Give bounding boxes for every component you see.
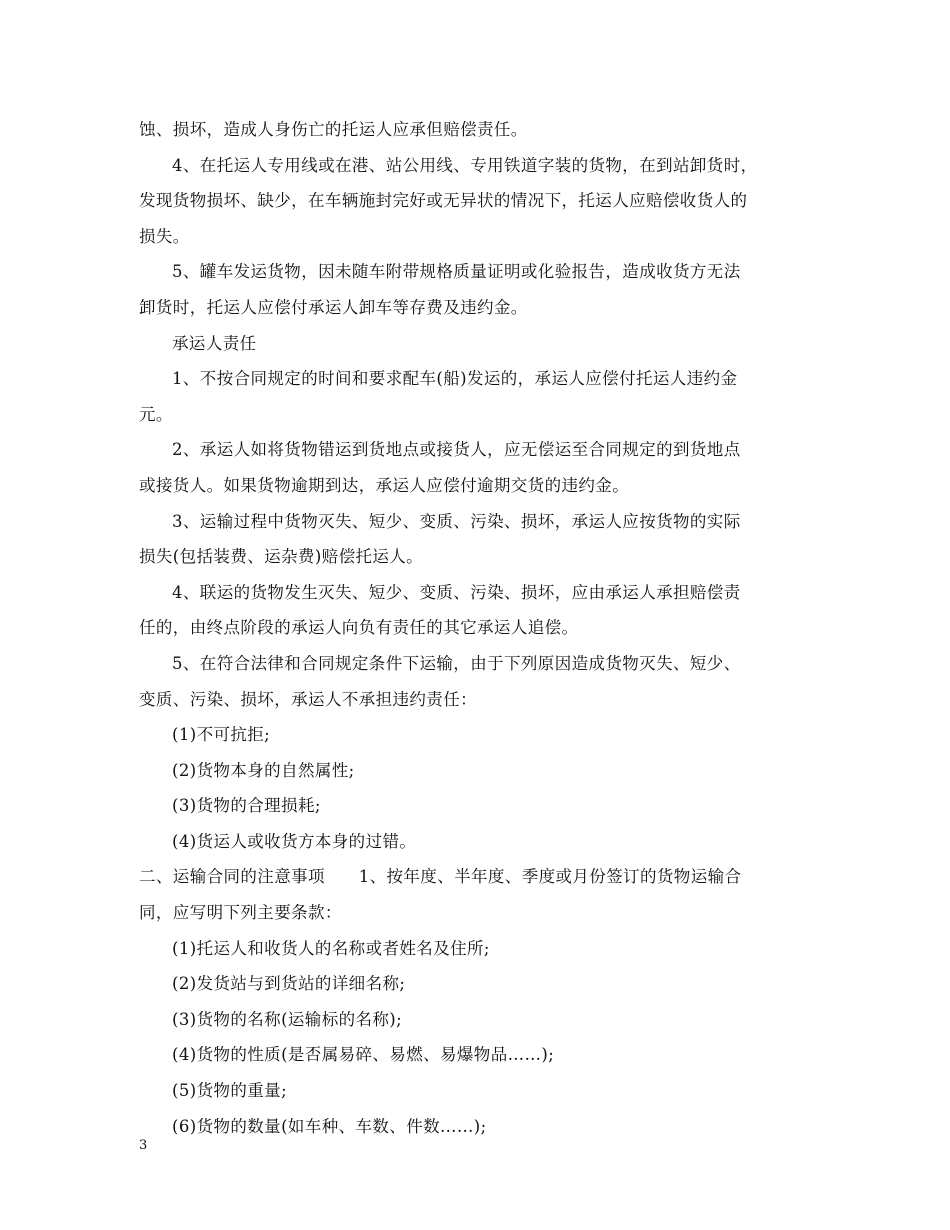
- text-line: 卸货时，托运人应偿付承运人卸车等存费及违约金。: [139, 297, 528, 317]
- text-line: 4、联运的货物发生灭失、短少、变质、污染、损坏，应由承运人承担赔偿责: [172, 582, 741, 602]
- list-item: (2)货物本身的自然属性;: [172, 760, 355, 780]
- text-line: 任的，由终点阶段的承运人向负有责任的其它承运人追偿。: [139, 618, 579, 638]
- text-line: 变质、污染、损坏，承运人不承担违约责任：: [139, 689, 477, 709]
- list-item: (2)发货站与到货站的详细名称;: [172, 974, 406, 994]
- text-line: 或接货人。如果货物逾期到达，承运人应偿付逾期交货的违约金。: [139, 475, 630, 495]
- text-line: 4、在托运人专用线或在港、站公用线、专用铁道字装的货物，在到站卸货时，: [172, 155, 758, 175]
- page-number: 3: [139, 1138, 148, 1153]
- document-body: [139, 112, 819, 1144]
- text-line: 5、在符合法律和合同规定条件下运输，由于下列原因造成货物灭失、短少、: [172, 653, 741, 673]
- text-line: 蚀、损坏，造成人身伤亡的托运人应承但赔偿责任。: [139, 120, 528, 139]
- text-line: 损失。: [139, 226, 190, 246]
- text-line: 5、罐车发运货物，因未随车附带规格质量证明或化验报告，造成收货方无法: [172, 262, 741, 282]
- list-item: (5)货物的重量;: [172, 1081, 288, 1101]
- list-item: (1)托运人和收货人的名称或者姓名及住所;: [172, 938, 490, 958]
- text-line: 1、不按合同规定的时间和要求配车(船)发运的，承运人应偿付托运人违约金: [172, 369, 738, 389]
- list-item: (4)货运人或收货方本身的过错。: [172, 831, 417, 851]
- text-line: 发现货物损坏、缺少，在车辆施封完好或无异状的情况下，托运人应赔偿收货人的: [139, 191, 748, 211]
- text-line: 损失(包括装费、运杂费)赔偿托运人。: [139, 547, 424, 567]
- list-item: (1)不可抗拒;: [172, 725, 271, 745]
- list-item: (3)货物的合理损耗;: [172, 796, 321, 816]
- section-heading: 二、运输合同的注意事项 1、按年度、半年度、季度或月份签订的货物运输合: [139, 867, 742, 887]
- text-line: 2、承运人如将货物错运到货地点或接货人，应无偿运至合同规定的到货地点: [172, 440, 741, 460]
- list-item: (4)货物的性质(是否属易碎、易燃、易爆物品……);: [172, 1045, 555, 1065]
- text-line: 3、运输过程中货物灭失、短少、变质、污染、损坏，承运人应按货物的实际: [172, 511, 741, 531]
- section-heading: 承运人责任: [172, 333, 257, 353]
- list-item: (6)货物的数量(如车种、车数、件数……);: [172, 1116, 487, 1136]
- text-line: 元。: [139, 404, 173, 424]
- text-line: 同，应写明下列主要条款：: [139, 903, 342, 923]
- list-item: (3)货物的名称(运输标的名称);: [172, 1009, 403, 1029]
